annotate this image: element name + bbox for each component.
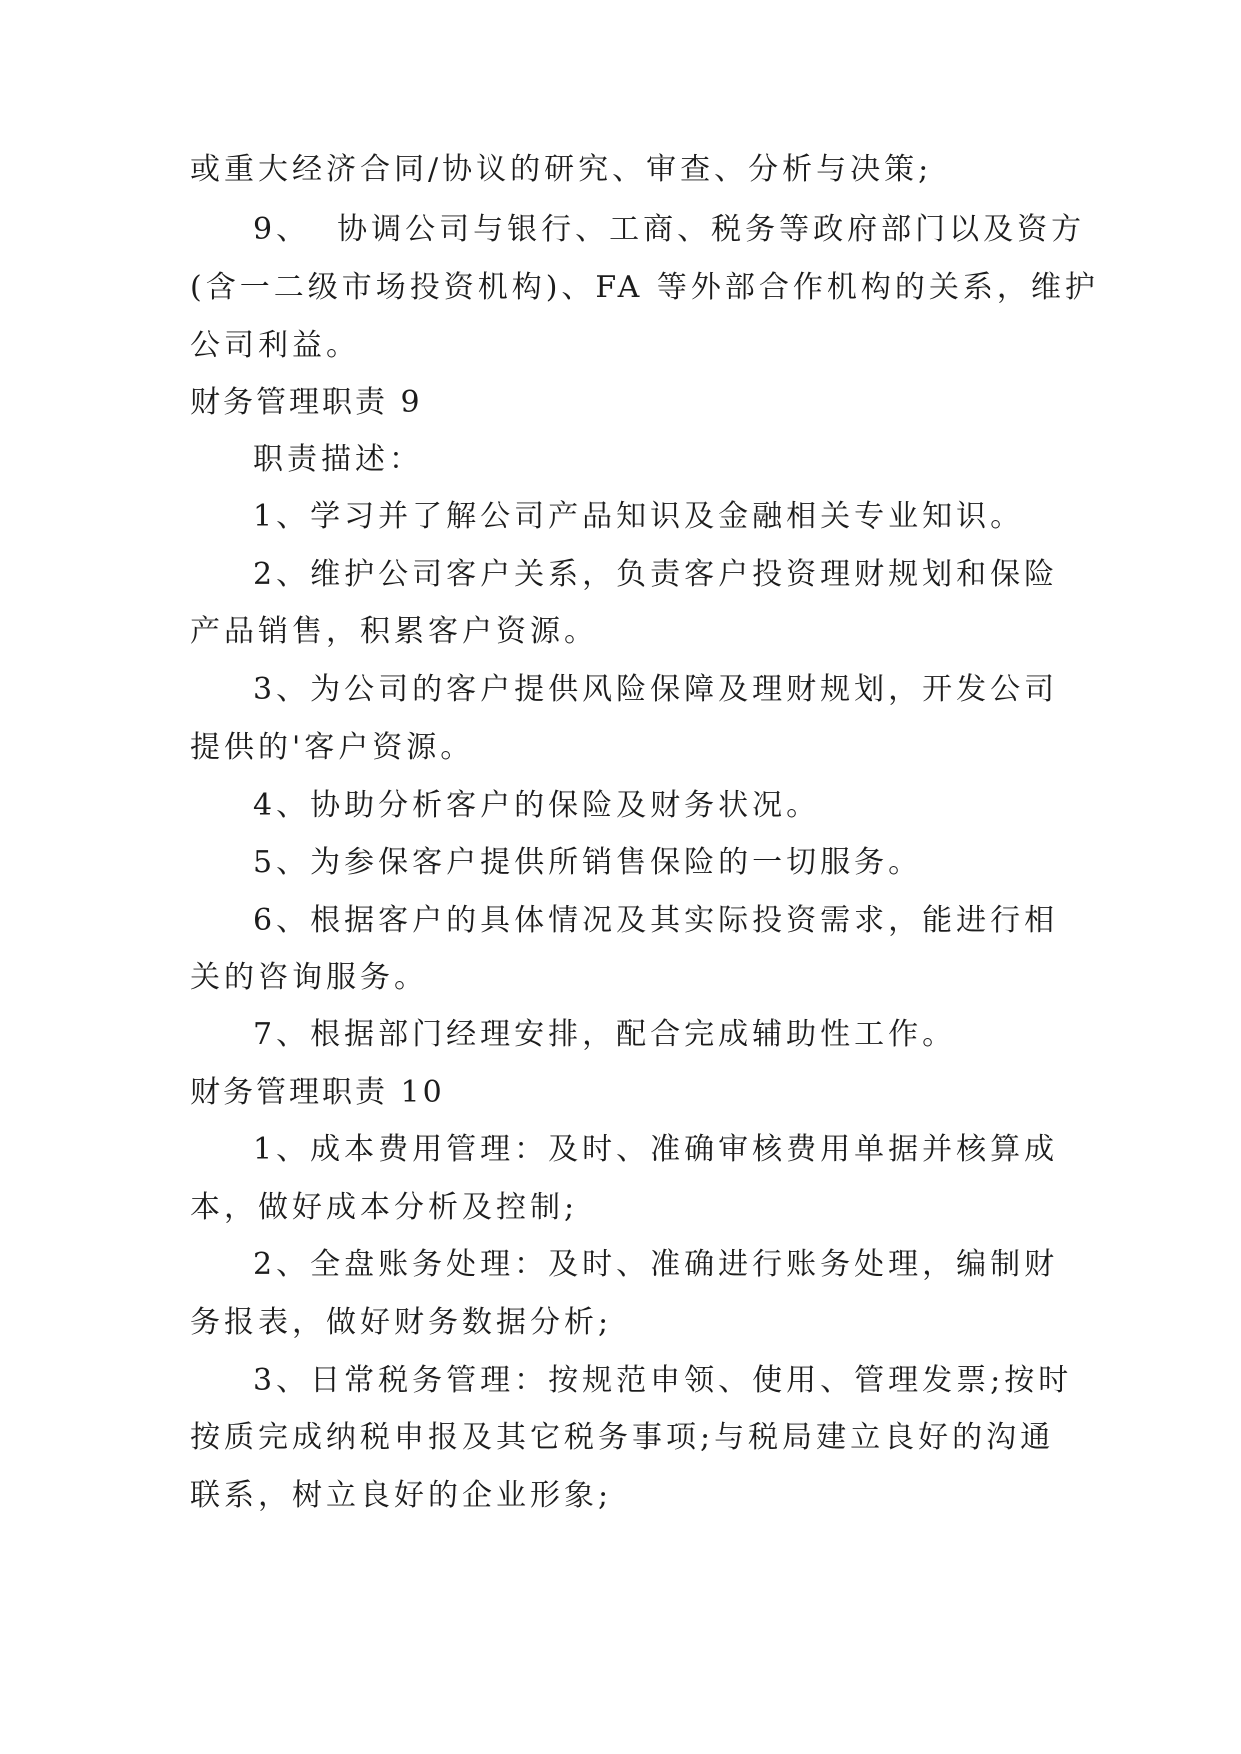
section-heading-10: 财务管理职责 10 xyxy=(190,1075,445,1110)
text-line: 公司利益。 xyxy=(190,328,360,363)
text-line: 按质完成纳税申报及其它税务事项;与税局建立良好的沟通 xyxy=(190,1420,1055,1455)
list-item-4: 4、协助分析客户的保险及财务状况。 xyxy=(253,788,821,823)
list-item-7: 7、根据部门经理安排，配合完成辅助性工作。 xyxy=(253,1017,957,1052)
list-item-6: 6、根据客户的具体情况及其实际投资需求，能进行相 xyxy=(253,903,1059,938)
text-line: 关的咨询服务。 xyxy=(190,960,428,995)
text-line: 或重大经济合同/协议的研究、审查、分析与决策; xyxy=(190,152,933,187)
list-item-1: 1、成本费用管理：及时、准确审核费用单据并核算成 xyxy=(253,1132,1059,1167)
list-item-9: 9、 协调公司与银行、工商、税务等政府部门以及资方 xyxy=(253,212,1086,247)
list-item-2: 2、全盘账务处理：及时、准确进行账务处理，编制财 xyxy=(253,1247,1059,1282)
text-line: 本，做好成本分析及控制; xyxy=(190,1190,579,1225)
text-line: (含一二级市场投资机构)、FA 等外部合作机构的关系，维护 xyxy=(190,270,1099,305)
list-item-3: 3、为公司的客户提供风险保障及理财规划，开发公司 xyxy=(253,672,1059,707)
text-line: 产品销售，积累客户资源。 xyxy=(190,614,598,649)
list-item-2: 2、维护公司客户关系，负责客户投资理财规划和保险 xyxy=(253,557,1059,592)
list-item-1: 1、学习并了解公司产品知识及金融相关专业知识。 xyxy=(253,499,1025,534)
text-line: 联系，树立良好的企业形象; xyxy=(190,1478,613,1513)
list-item-3: 3、日常税务管理：按规范申领、使用、管理发票;按时 xyxy=(253,1363,1073,1398)
section-heading-9: 财务管理职责 9 xyxy=(190,385,423,420)
list-item-5: 5、为参保客户提供所销售保险的一切服务。 xyxy=(253,845,923,880)
subheading-duties: 职责描述： xyxy=(253,442,423,477)
text-line: 提供的'客户资源。 xyxy=(190,730,475,765)
text-line: 务报表，做好财务数据分析; xyxy=(190,1305,613,1340)
